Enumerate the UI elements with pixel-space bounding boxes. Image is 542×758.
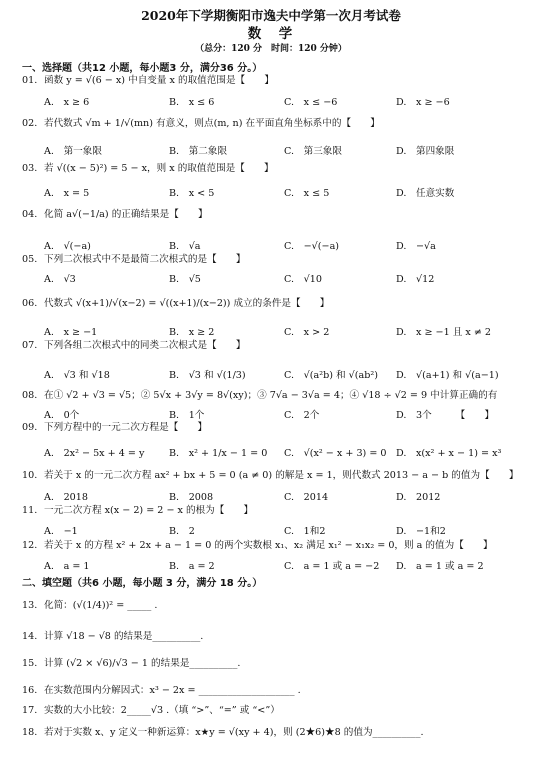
question-text: 下列各组二次根式中的同类二次根式是【 】 [44,340,246,351]
question-text: 化简：(√(1/4))² = _____ . [44,600,158,611]
option-c[interactable]: C. a = 1 或 a = −2 [284,561,380,572]
question-text: 计算 √18 − √8 的结果是__________. [44,631,204,642]
question-text: 一元二次方程 x(x − 2) = 2 − x 的根为【 】 [44,505,254,516]
option-a[interactable]: A. x = 5 [44,188,90,199]
option-a[interactable]: A. a = 1 [44,561,90,572]
question-number: 02. [22,118,38,129]
question-text: 在实数范围内分解因式：x³ − 2x = ____________________ . [44,685,301,696]
option-b[interactable]: B. x ≤ 6 [169,97,215,108]
question-13 [22,601,532,612]
option-a[interactable]: A. 2018 [44,492,88,503]
question-number: 13. [22,600,38,611]
option-c[interactable]: C. √(a²b) 和 √(ab²) [284,370,378,381]
option-c[interactable]: C. x > 2 [284,327,330,338]
option-b[interactable]: B. √3 和 √(1/3) [169,370,246,381]
option-d[interactable]: D. a = 1 或 a = 2 [396,561,484,572]
option-d[interactable]: D. 任意实数 [396,188,455,199]
question-number: 03. [22,163,38,174]
question-text: 若 √((x − 5)²) = 5 − x，则 x 的取值范围是【 】 [44,163,274,174]
option-c[interactable]: C. x ≤ −6 [284,97,338,108]
section-choice-heading: 一、选择题（共12 小题，每小题3 分，满分36 分。） [22,63,263,74]
option-d[interactable]: D. √12 [396,274,435,285]
option-a[interactable]: A. −1 [44,526,78,537]
option-b[interactable]: B. x < 5 [169,188,215,199]
question-10 [22,471,532,482]
option-c[interactable]: C. 2014 [284,492,329,503]
option-b[interactable]: B. 2008 [169,492,214,503]
question-04 [22,210,532,221]
question-text: 代数式 √(x+1)/√(x−2) = √((x+1)/(x−2)) 成立的条件是【 】 [44,298,330,309]
option-b[interactable]: B. x² + 1/x − 1 = 0 [169,448,268,459]
option-c[interactable]: C. 2个 [284,410,320,421]
question-number: 15. [22,658,38,669]
option-a[interactable]: A. 2x² − 5x + 4 = y [44,448,145,459]
question-text: 下列方程中的一元二次方程是【 】 [44,422,208,433]
question-06 [22,299,532,310]
question-number: 18. [22,727,38,738]
question-text: 化简 a√(−1/a) 的正确结果是【 】 [44,209,208,220]
question-02 [22,119,532,130]
question-text: 下列二次根式中不是最简二次根式的是【 】 [44,254,246,265]
option-a[interactable]: A. √(−a) [44,241,91,252]
question-text: 若关于 x 的一元二次方程 ax² + bx + 5 = 0 (a ≠ 0) 的解是 x = 1，则代数式 2013 − a − b 的值为【 】 [44,470,519,481]
question-text: 函数 y = √(6 − x) 中自变量 x 的取值范围是【 】 [44,75,274,86]
question-number: 09. [22,422,38,433]
question-09 [22,423,532,434]
option-a[interactable]: A. √3 [44,274,76,285]
exam-subject: 数 学 [247,26,295,42]
option-c[interactable]: C. 1和2 [284,526,326,537]
question-08 [22,391,532,402]
option-c[interactable]: C. x ≤ 5 [284,188,330,199]
option-b[interactable]: B. x ≥ 2 [169,327,215,338]
question-12 [22,541,532,552]
option-d[interactable]: D. 第四象限 [396,146,455,157]
question-18 [22,728,532,739]
question-number: 12. [22,540,38,551]
exam-meta: （总分：120 分 时间：120 分钟） [195,44,347,54]
option-d[interactable]: D. x ≥ −1 且 x ≠ 2 [396,327,492,338]
option-c[interactable]: C. √10 [284,274,322,285]
option-d[interactable]: D. 3个 【 】 [396,410,495,421]
option-c[interactable]: C. −√(−a) [284,241,340,252]
option-b[interactable]: B. a = 2 [169,561,215,572]
option-c[interactable]: C. 第三象限 [284,146,343,157]
question-17 [22,706,532,717]
question-number: 06. [22,298,38,309]
question-15 [22,659,532,670]
option-d[interactable]: D. 2012 [396,492,441,503]
option-c[interactable]: C. √(x² − x + 3) = 0 [284,448,387,459]
question-text: 实数的大小比较：2_____√3 .（填 “>”、“=” 或 “<”） [44,705,280,716]
question-16 [22,686,532,697]
question-01 [22,76,532,87]
option-b[interactable]: B. 第二象限 [169,146,228,157]
question-03 [22,164,532,175]
question-text: 若关于 x 的方程 x² + 2x + a − 1 = 0 的两个实数根 x₁、x₂ 满足 x₁² − x₁x₂ = 0，则 a 的值为【 】 [44,540,493,551]
option-b[interactable]: B. 2 [169,526,195,537]
option-d[interactable]: D. −√a [396,241,436,252]
option-b[interactable]: B. √5 [169,274,201,285]
question-text: 在① √2 + √3 = √5；② 5√x + 3√y = 8√(xy)；③ 7√a − 3√a = 4；④ √18 ÷ √2 = 9 中计算正确的有 [44,390,498,401]
question-text: 若对于实数 x、y 定义一种新运算：x★y = √(xy + 4)，则 (2★6)★8 的值为__________. [44,727,424,738]
question-number: 14. [22,631,38,642]
question-text: 计算 (√2 × √6)/√3 − 1 的结果是__________. [44,658,241,669]
question-number: 16. [22,685,38,696]
question-number: 01. [22,75,38,86]
option-d[interactable]: D. √(a+1) 和 √(a−1) [396,370,499,381]
question-number: 04. [22,209,38,220]
question-number: 11. [22,505,38,516]
option-b[interactable]: B. 1个 [169,410,205,421]
exam-title: 2020年下学期衡阳市逸夫中学第一次月考试卷 [141,8,401,23]
question-14 [22,632,532,643]
option-d[interactable]: D. x(x² + x − 1) = x³ [396,448,502,459]
question-number: 07. [22,340,38,351]
option-d[interactable]: D. −1和2 [396,526,446,537]
question-07 [22,341,532,352]
question-number: 17. [22,705,38,716]
question-number: 08. [22,390,38,401]
question-number: 05. [22,254,38,265]
option-b[interactable]: B. √a [169,241,201,252]
option-a[interactable]: A. √3 和 √18 [44,370,110,381]
option-d[interactable]: D. x ≥ −6 [396,97,450,108]
option-a[interactable]: A. 第一象限 [44,146,102,157]
option-a[interactable]: A. x ≥ −1 [44,327,98,338]
option-a[interactable]: A. x ≥ 6 [44,97,90,108]
section-fill-heading: 二、填空题（共6 小题，每小题 3 分，满分 18 分。） [22,578,263,589]
question-number: 10. [22,470,38,481]
question-05 [22,255,532,266]
option-a[interactable]: A. 0个 [44,410,80,421]
question-11 [22,506,532,517]
question-text: 若代数式 √m + 1/√(mn) 有意义，则点(m, n) 在平面直角坐标系中的【 】 [44,118,380,129]
